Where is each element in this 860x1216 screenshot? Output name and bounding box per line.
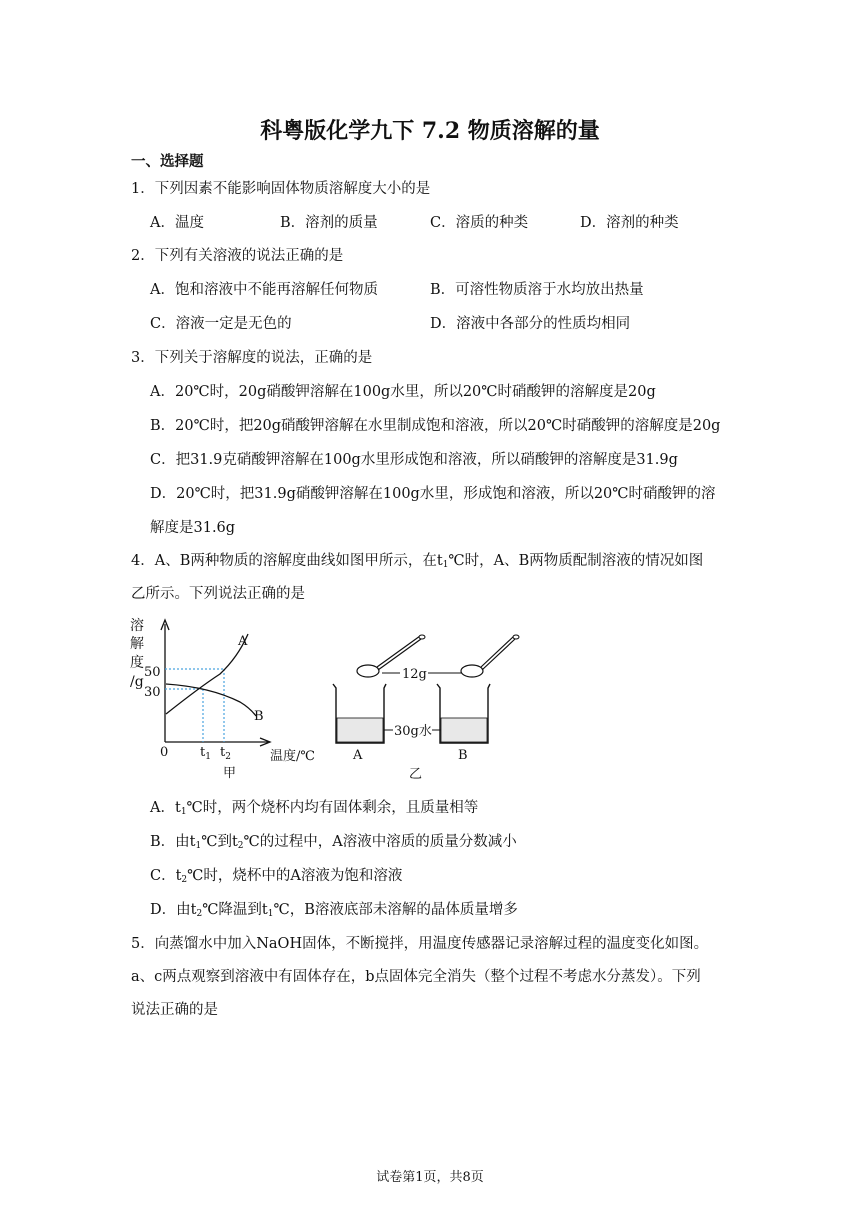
question-4-option-a: A．$t_1℃$时，两个烧杯内均有固体剩余，且质量相等 [150,800,479,817]
curve-b-label: B [254,709,264,724]
page-title: 科粤版化学九下 7.2 物质溶解的量 [260,118,600,144]
question-5-stem-line2: a、c两点观察到溶液中有固体存在，b点固体完全消失（整个过程不考虑水分蒸发）。下列 [131,969,701,985]
y-tick-30: 30 [144,685,161,700]
y-axis-label-4: /g [130,674,144,690]
question-1-option-c: C．溶质的种类 [430,215,529,231]
spoon-b [461,635,519,677]
y-axis-label-2: 解 [130,636,144,652]
question-1-option-b: B．溶剂的质量 [280,215,378,231]
curve-a [166,634,248,714]
page-footer: 试卷第1页，共8页 [376,1170,484,1185]
question-1-stem: 1．下列因素不能影响固体物质溶解度大小的是 [131,181,431,197]
question-2-option-d: D．溶液中各部分的性质均相同 [430,316,631,332]
question-4-stem-line1: 4．A、B两种物质的溶解度曲线如图甲所示，在$t_1℃$时，A、B两物质配制溶液的情况如图 [131,553,704,570]
origin-label: 0 [160,745,169,760]
solubility-graph [130,617,315,781]
question-1-option-d: D．溶剂的种类 [580,215,679,231]
spoon-mass-label: 12g [402,667,427,682]
question-2-option-c: C．溶液一定是无色的 [150,316,292,332]
question-5-stem-line3: 说法正确的是 [131,1002,218,1018]
beaker-b [437,684,490,743]
beaker-diagram [333,635,519,782]
question-2-option-b: B．可溶性物质溶于水均放出热量 [430,282,644,298]
caption-yi: 乙 [409,767,423,782]
beaker-a-label: A [353,748,363,763]
y-axis-label-3: 度 [130,655,144,671]
question-1-option-a: A．温度 [150,215,204,231]
question-2-option-a: A．饱和溶液中不能再溶解任何物质 [150,282,378,298]
question-3-option-b: B．20℃时，把20g硝酸钾溶解在水里制成饱和溶液，所以20℃时硝酸钾的溶解度是20g [150,418,721,434]
beaker-b-label: B [458,748,468,763]
question-2-stem: 2．下列有关溶液的说法正确的是 [131,248,344,264]
question-3-option-d: D．20℃时，把31.9g硝酸钾溶解在100g水里，形成饱和溶液，所以20℃时硝酸钾的溶 [150,486,716,502]
t1-label: $t_1$ [200,745,211,762]
question-4-option-d: D．由$t_2℃$降温到$t_1℃$，B溶液底部未溶解的晶体质量增多 [150,902,518,919]
question-5-stem-line1: 5．向蒸馏水中加入NaOH固体，不断搅拌，用温度传感器记录溶解过程的温度变化如图。 [131,936,709,952]
caption-jia: 甲 [223,766,237,781]
question-3-option-c: C．把31.9克硝酸钾溶解在100g水里形成饱和溶液，所以硝酸钾的溶解度是31.9g [150,452,678,468]
curve-a-label: A [238,634,248,649]
question-4-stem-line2: 乙所示。下列说法正确的是 [131,586,305,602]
y-tick-50: 50 [144,665,161,680]
question-3-option-a: A．20℃时，20g硝酸钾溶解在100g水里，所以20℃时硝酸钾的溶解度是20g [150,384,656,400]
x-axis-label: 温度/℃ [270,749,315,764]
water-label: 30g水 [394,724,432,739]
question-3-option-d-continued: 解度是31.6g [150,520,236,536]
y-axis-label-1: 溶 [130,618,144,634]
curve-b [166,684,256,716]
question-4-figure [120,612,540,784]
section-heading: 一、选择题 [131,153,204,170]
question-3-stem: 3．下列关于溶解度的说法，正确的是 [131,350,373,366]
beaker-a [333,684,386,743]
question-4-option-c: C．$t_2℃$时，烧杯中的A溶液为饱和溶液 [150,868,403,885]
question-4-option-b: B．由$t_1℃$到$t_2℃$的过程中，A溶液中溶质的质量分数减小 [150,834,517,851]
t2-label: $t_2$ [220,745,231,762]
